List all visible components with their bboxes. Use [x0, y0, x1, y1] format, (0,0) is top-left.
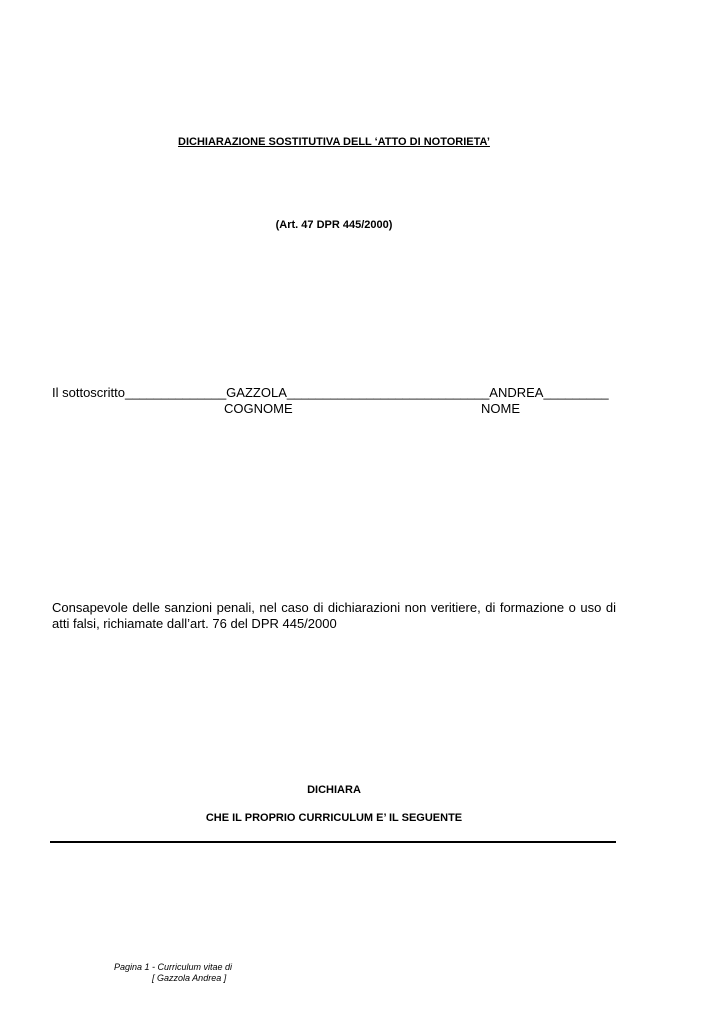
signer-line: Il sottoscritto______________GAZZOLA____________________________ANDREA_________	[52, 385, 609, 400]
legal-reference: (Art. 47 DPR 445/2000)	[275, 219, 393, 231]
footer-page-label: Pagina 1 - Curriculum vitae di	[114, 962, 233, 972]
name-label: NOME	[481, 401, 520, 416]
declaration-paragraph: Consapevole delle sanzioni penali, nel caso di dichiarazioni non veritiere, di formazione o uso di atti falsi, richiamate dall’art. 76 del DPR 445/2000	[52, 600, 616, 631]
footer-owner-name: [ Gazzola Andrea ]	[152, 973, 227, 983]
document-title: DICHIARAZIONE SOSTITUTIVA DELL ‘ATTO DI NOTORIETA’	[178, 136, 490, 148]
curriculum-heading: CHE IL PROPRIO CURRICULUM E’ IL SEGUENTE	[205, 812, 463, 824]
declares-heading: DICHIARA	[307, 784, 361, 796]
surname-label: COGNOME	[224, 401, 293, 416]
horizontal-divider	[50, 841, 616, 843]
